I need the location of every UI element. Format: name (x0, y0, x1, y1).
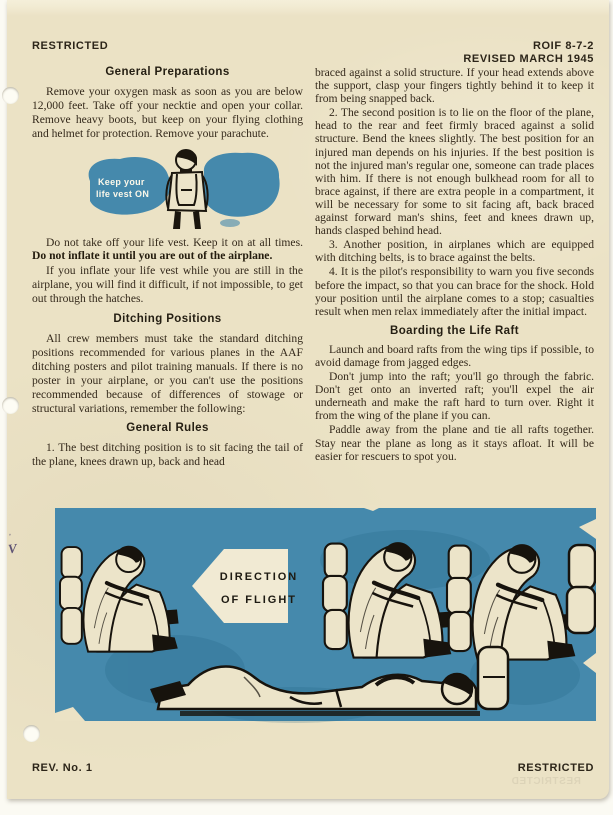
paragraph: Remove your oxygen mask as soon as you are below 12,000 feet. Take off your necktie and open your collar. Remove heavy boots, but keep on your flying clothing and helmet for protection. Remove your parachute. (32, 84, 303, 140)
paragraph: 2. The second position is to lie on the floor of the plane, head to the rear and feet firmly braced against a solid structure. Bend the knees slightly. The best position for an injured man depends on his injuries. If the best position is not the injured man's regular one, someone can trade places with him. If there is not enough bulkhead room for all to brace against, if there are extra people in a compartment, it will be necessary for some to sit facing aft, back braced against forward man's shins, feet and knees drawn up, hands clasped behind head. (315, 106, 594, 238)
ditching-positions-illustration (55, 505, 596, 727)
section-heading: General Preparations (105, 66, 230, 78)
vest-caption: Keep your (98, 176, 145, 187)
section-heading: Boarding the Life Raft (390, 324, 519, 337)
paragraph: 1. The best ditching position is to sit facing the tail of the plane, knees drawn up, back and head (32, 441, 303, 469)
arrow-label-line2: OF FLIGHT (220, 594, 298, 606)
blue-blob-right (204, 152, 280, 216)
punch-hole-middle (2, 397, 19, 414)
show-through-text: RESTRICTED (511, 776, 581, 787)
doc-reference (463, 40, 594, 66)
text-columns (32, 66, 594, 470)
spare-cushion (567, 545, 595, 633)
revision-number: REV. No. 1 (32, 762, 93, 774)
paragraph: braced against a solid structure. If your head extends above the support, clasp your fingers tightly behind it to keep it from being snapped back. (315, 66, 594, 106)
paragraph: Don't jump into the raft; you'll go through the fabric. Don't get onto an inverted raft; you'll expel the air underneath and make the raft hard to turn over. Right it from the wing of the plane if you can. (315, 370, 594, 423)
right-column (315, 66, 594, 470)
classification-stamp-bottom: RESTRICTED (517, 762, 594, 774)
doc-number: ROIF 8-7-2 (532, 40, 594, 52)
paragraph: Launch and board rafts from the wing tips if possible, to avoid damage from jagged edges. (315, 342, 594, 369)
paragraph: If you inflate your life vest while you are still in the airplane, you will find it difficult, if not impossible, to get out through the hatches. (32, 264, 303, 306)
punch-hole-bottom (23, 725, 40, 742)
left-column (32, 66, 303, 470)
section-heading: General Rules (126, 422, 209, 435)
section-heading: Ditching Positions (113, 313, 222, 326)
paragraph: 4. It is the pilot's responsibility to warn you five seconds before the impact, so that you can brace for the shock. Hold your position until the airplane comes to a stop; casualties result when men relax immediately after the initial impact. (315, 265, 594, 318)
vest-caption-2: life vest ON (96, 188, 150, 199)
paragraph: 3. Another position, in airplanes which are equipped with ditching belts, is to brace against the belts. (315, 238, 594, 265)
paragraph: Paddle away from the plane and tie all rafts together. Stay near the plane as long as it stays afloat. It will be easier for rescuers to spot you. (315, 423, 594, 463)
life-vest-illustration (80, 145, 286, 231)
page-header (32, 40, 594, 66)
paragraph-text: Do not take off your life vest. Keep it on at all times. (46, 235, 303, 249)
page-footer (32, 762, 594, 774)
punch-hole-top (2, 87, 19, 104)
airman-figure (166, 150, 207, 229)
revision-date: REVISED MARCH 1945 (463, 53, 594, 65)
handwritten-checkmark: ' V (7, 540, 17, 558)
paragraph-bold-text: Do not inflate it until you are out of the airplane. (32, 249, 273, 263)
arrow-label-line1: DIRECTION (219, 571, 299, 583)
paragraph (32, 236, 303, 264)
classification-stamp-top: RESTRICTED (32, 40, 109, 52)
manual-page (7, 0, 609, 799)
paragraph: All crew members must take the standard ditching positions recommended for various planes in the AAF ditching posters and pilot training manuals. If there is no poster in your airplane, or you can't use the positions recommended because of differences of stowage or structural variations, remember the following: (32, 331, 303, 415)
